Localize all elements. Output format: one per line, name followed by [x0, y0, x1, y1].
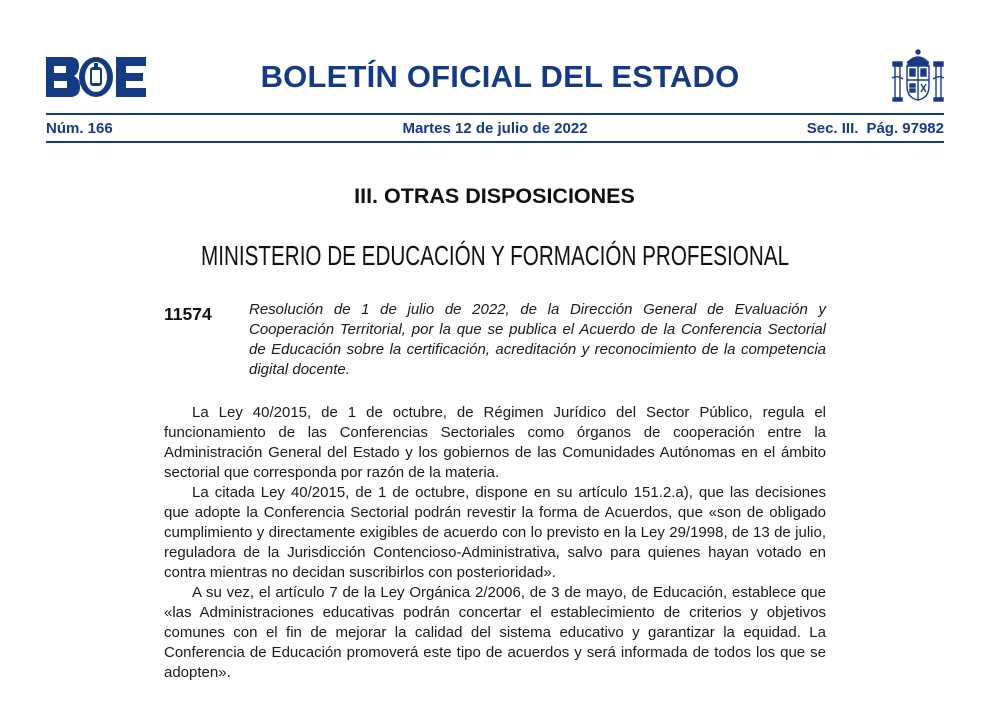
disposition-number: 11574	[164, 304, 212, 324]
header-rule-bottom	[46, 141, 944, 143]
ministry-heading: MINISTERIO DE EDUCACIÓN Y FORMACIÓN PROFESIONAL	[201, 240, 790, 271]
header-rule-top	[46, 113, 944, 115]
section-label: Sec. III.	[806, 120, 859, 137]
section-heading: III. OTRAS DISPOSICIONES	[354, 184, 635, 208]
spain-coat-of-arms-icon	[891, 48, 945, 104]
document-body	[164, 403, 826, 683]
ministry-heading-wrap	[201, 240, 789, 276]
boe-logo-icon	[46, 57, 146, 97]
page-number: Pág. 97982	[866, 120, 944, 137]
issue-date: Martes 12 de julio de 2022	[402, 120, 588, 137]
body-paragraph: A su vez, el artículo 7 de la Ley Orgánica 2/2006, de 3 de mayo, de Educación, establece que «las Administraciones educativas podrán concertar el establecimiento de criterios y objetivos comunes con el fin de mejorar la calidad del sistema educativo y garantizar la equidad. La Conferencia de Educación promoverá este tipo de acuerdos y será informada de todos los que se adopten».	[164, 584, 826, 681]
body-paragraph: La citada Ley 40/2015, de 1 de octubre, dispone en su artículo 151.2.a), que las decisiones que adopte la Conferencia Sectorial podrán revestir la forma de Acuerdos, que «son de obligado cumplimiento y directamente exigibles de acuerdo con lo previsto en la Ley 29/1998, de 13 de julio, reguladora de la Jurisdicción Contencioso-Administrativa, salvo para quienes hayan votado en contra mientras no decidan suscribirlos con posterioridad».	[164, 484, 826, 581]
body-paragraph: La Ley 40/2015, de 1 de octubre, de Régimen Jurídico del Sector Público, regula el funcionamiento de las Conferencias Sectoriales como órganos de cooperación entre la Administración General del Estado y los gobiernos de las Comunidades Autónomas en el ámbito sectorial que corresponda por razón de la materia.	[164, 404, 826, 481]
gazette-title: BOLETÍN OFICIAL DEL ESTADO	[260, 59, 740, 94]
issue-number: Núm. 166	[46, 120, 113, 137]
section-page-info	[807, 120, 944, 137]
disposition-summary: Resolución de 1 de julio de 2022, de la Dirección General de Evaluación y Cooperación Territorial, por la que se publica el Acuerdo de la Conferencia Sectorial de Educación sobre la certificación, acreditación y reconocimiento de la competencia digital docente.	[249, 301, 826, 378]
